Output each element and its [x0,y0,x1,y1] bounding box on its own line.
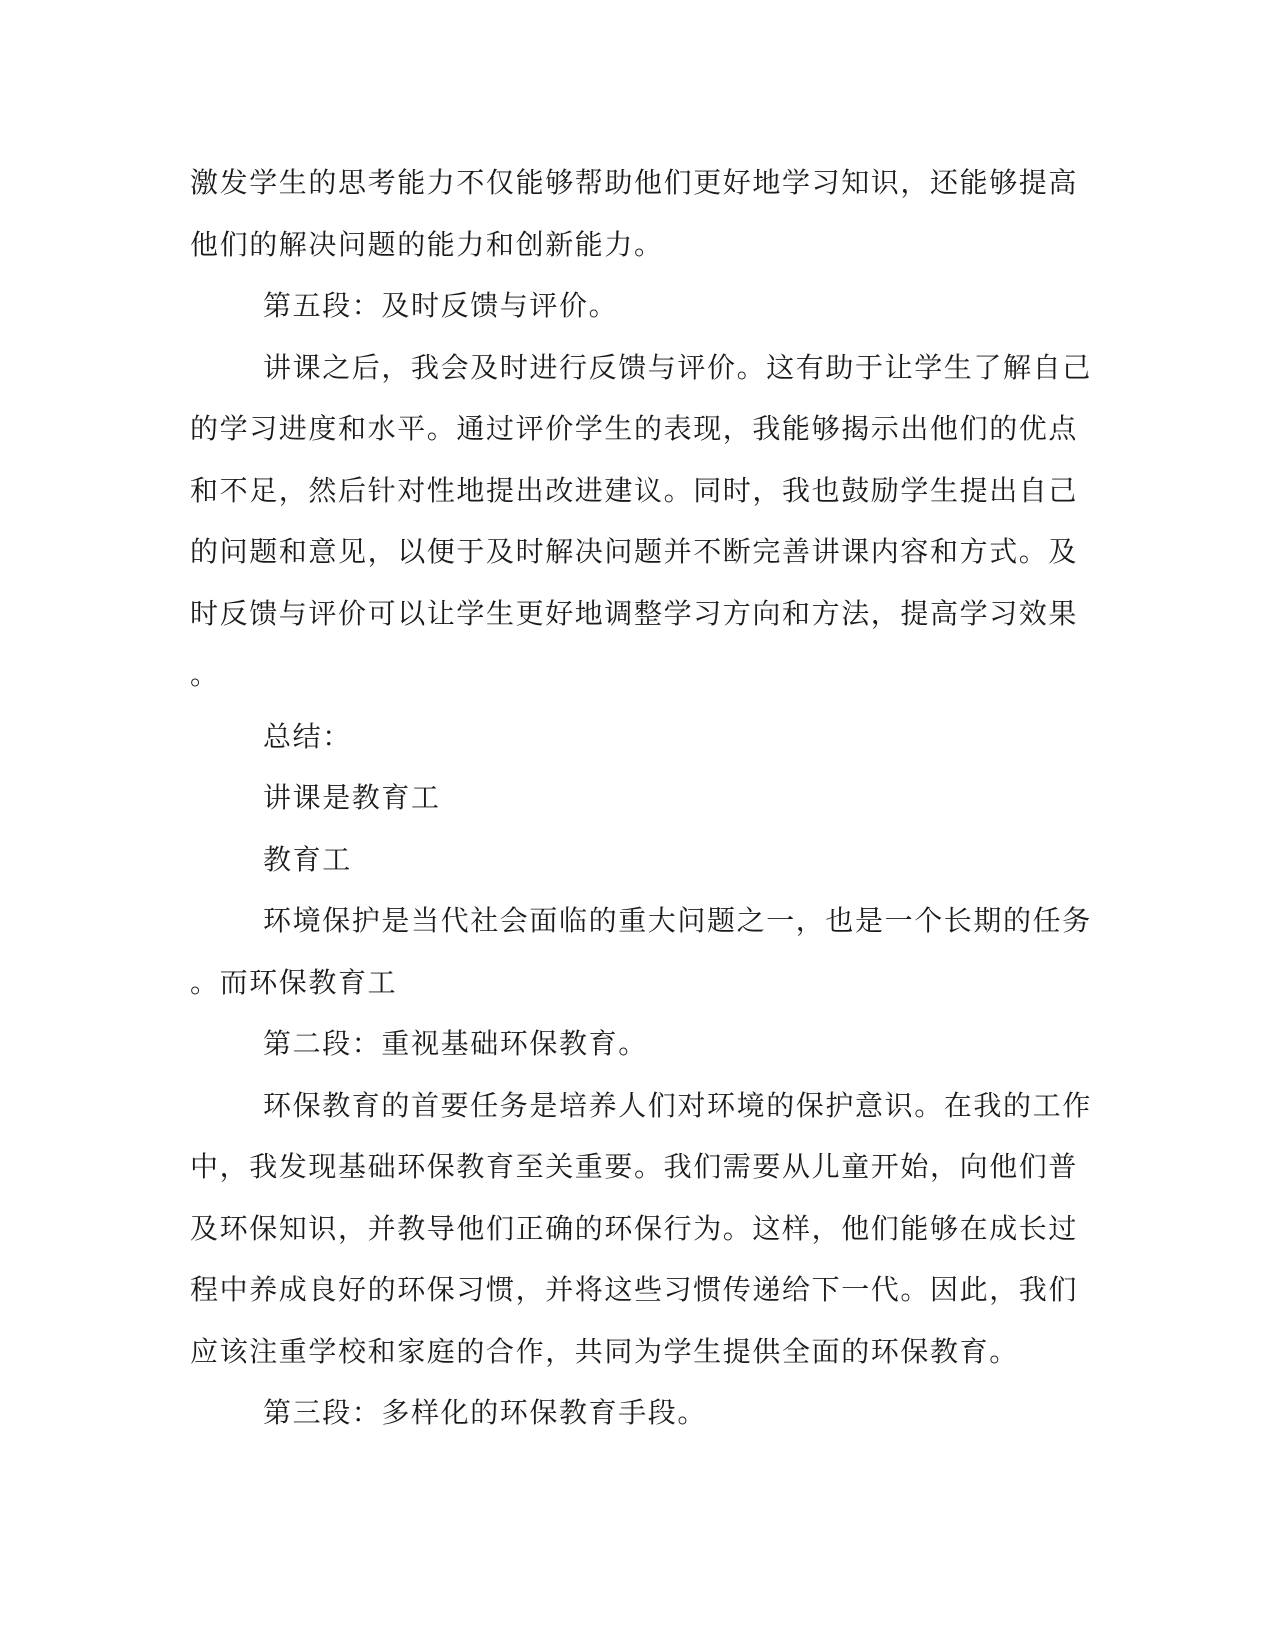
text-line: 他们的解决问题的能力和创新能力。 [190,227,664,261]
text-line: 和不足，然后针对性地提出改进建议。同时，我也鼓励学生提出自己 [190,473,1079,507]
text-line: 时反馈与评价可以让学生更好地调整学习方向和方法，提高学习效果 [190,596,1079,630]
document-body [190,152,1090,1444]
text-line: 的问题和意见，以便于及时解决问题并不断完善讲课内容和方式。及 [190,535,1079,568]
section-heading: 总结： [263,719,352,753]
text-line: 的学习进度和水平。通过评价学生的表现，我能够揭示出他们的优点 [190,412,1079,445]
text-line: 教育工 [263,842,352,876]
section-heading: 第五段：及时反馈与评价。 [263,289,619,322]
text-line: 环境保护是当代社会面临的重大问题之一，也是一个长期的任务 [263,904,1092,937]
text-line: 讲课之后，我会及时进行反馈与评价。这有助于让学生了解自己 [263,350,1092,384]
text-line: 及环保知识，并教导他们正确的环保行为。这样，他们能够在成长过 [190,1211,1079,1245]
text-line: 讲课是教育工 [263,781,441,814]
section-heading: 第三段：多样化的环保教育手段。 [263,1396,708,1429]
text-line: 应该注重学校和家庭的合作，共同为学生提供全面的环保教育。 [190,1334,1019,1368]
text-line: 环保教育的首要任务是培养人们对环境的保护意识。在我的工作 [263,1088,1092,1122]
text-line: 。而环保教育工 [190,965,398,999]
text-line: 程中养成良好的环保习惯，并将这些习惯传递给下一代。因此，我们 [190,1273,1079,1306]
text-line: 。 [190,658,220,691]
section-heading: 第二段：重视基础环保教育。 [263,1027,648,1060]
text-line: 激发学生的思考能力不仅能够帮助他们更好地学习知识，还能够提高 [190,166,1079,199]
text-line: 中，我发现基础环保教育至关重要。我们需要从儿童开始，向他们普 [190,1150,1079,1183]
